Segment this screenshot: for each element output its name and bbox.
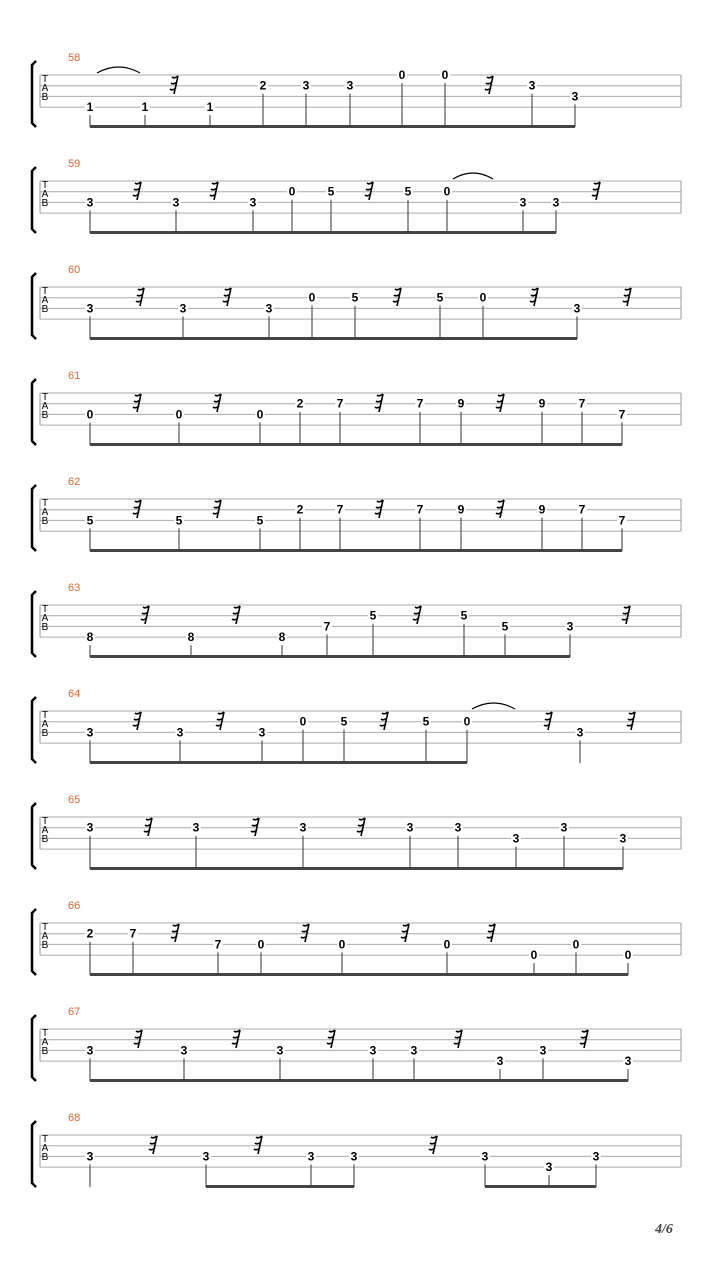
tie-arc <box>97 67 140 73</box>
fret-number: 3 <box>172 195 180 210</box>
measure-number: 63 <box>68 582 81 594</box>
rest-symbol <box>254 1136 262 1154</box>
fret-number: 8 <box>278 630 286 645</box>
tab-clef-letter: T <box>41 710 49 721</box>
tab-clef-letter: T <box>41 180 49 191</box>
fret-number: 7 <box>336 396 344 411</box>
fret-number: 3 <box>192 820 200 835</box>
fret-number: 3 <box>560 820 568 835</box>
rest-symbol <box>496 394 504 412</box>
fret-number: 3 <box>592 1149 600 1164</box>
fret-number: 0 <box>398 68 406 82</box>
system-bracket <box>32 1121 36 1187</box>
beam <box>340 443 420 446</box>
beam <box>447 231 523 234</box>
fret-number: 9 <box>457 502 465 517</box>
rest-symbol <box>232 606 240 624</box>
rest-symbol <box>210 182 218 200</box>
beam <box>206 1185 311 1188</box>
rest-symbol <box>213 394 221 412</box>
fret-number: 0 <box>175 407 183 422</box>
rest-symbol <box>251 818 259 836</box>
beam <box>282 655 327 658</box>
fret-number: 9 <box>538 502 546 517</box>
beam <box>523 231 556 234</box>
beam <box>340 549 420 552</box>
tab-clef-letter: T <box>41 1134 49 1145</box>
tab-clef-letter: B <box>41 516 49 527</box>
fret-number: 0 <box>463 714 471 729</box>
fret-number: 3 <box>86 1043 94 1058</box>
tab-system <box>32 794 681 870</box>
measure-number: 59 <box>68 158 81 170</box>
fret-number: 3 <box>249 195 257 210</box>
tab-system <box>32 158 681 234</box>
rest-symbol <box>301 924 309 942</box>
rest-symbol <box>133 182 141 200</box>
fret-number: 5 <box>460 608 468 623</box>
system-bracket <box>32 1015 36 1081</box>
fret-number: 0 <box>441 68 449 82</box>
fret-number: 2 <box>296 396 304 411</box>
rest-symbol <box>622 606 630 624</box>
fret-number: 3 <box>346 78 354 93</box>
beam <box>500 1079 543 1082</box>
tab-clef-letter: B <box>41 834 49 845</box>
tab-clef-letter: T <box>41 604 49 615</box>
beam <box>90 973 133 976</box>
beam <box>218 973 261 976</box>
tab-system <box>32 52 681 128</box>
beam <box>269 337 312 340</box>
beam <box>542 443 582 446</box>
beam <box>90 549 179 552</box>
beam <box>261 973 342 976</box>
rest-symbol <box>623 288 631 306</box>
tab-clef-letter: T <box>41 498 49 509</box>
fret-number: 0 <box>86 407 94 422</box>
beam <box>145 125 210 128</box>
rest-symbol <box>134 1030 142 1048</box>
fret-number: 5 <box>404 184 412 199</box>
measure-number: 60 <box>68 264 81 276</box>
measure-number: 66 <box>68 900 81 912</box>
beam <box>408 231 447 234</box>
beam <box>90 761 180 764</box>
system-bracket <box>32 909 36 975</box>
fret-number: 2 <box>259 78 267 93</box>
beam <box>420 549 461 552</box>
beam <box>312 337 355 340</box>
fret-number: 7 <box>578 502 586 517</box>
fret-number: 0 <box>530 948 538 963</box>
beam <box>90 231 176 234</box>
tab-clef-letter: T <box>41 1028 49 1039</box>
rest-symbol <box>429 1136 437 1154</box>
fret-number: 3 <box>258 725 266 740</box>
beam <box>196 867 303 870</box>
tab-system <box>32 900 681 976</box>
fret-number: 9 <box>457 396 465 411</box>
rest-symbol <box>171 924 179 942</box>
beam <box>410 867 458 870</box>
fret-number: 7 <box>618 513 626 528</box>
tab-clef-letter: B <box>41 1046 49 1057</box>
tab-system <box>32 264 681 340</box>
rest-symbol <box>365 182 373 200</box>
beam <box>191 655 282 658</box>
beam <box>355 337 440 340</box>
fret-number: 3 <box>481 1149 489 1164</box>
rest-symbol <box>592 182 600 200</box>
beam <box>327 655 373 658</box>
beam <box>176 231 253 234</box>
rest-symbol <box>232 1030 240 1048</box>
fret-number: 0 <box>256 407 264 422</box>
beam <box>549 1185 596 1188</box>
beam <box>133 973 218 976</box>
fret-number: 3 <box>410 1043 418 1058</box>
system-bracket <box>32 61 36 127</box>
rest-symbol <box>133 394 141 412</box>
rest-symbol <box>496 500 504 518</box>
rest-symbol <box>530 288 538 306</box>
fret-number: 3 <box>350 1149 358 1164</box>
beam <box>461 443 542 446</box>
tab-clef-letter: B <box>41 198 49 209</box>
rest-symbol <box>485 76 493 94</box>
rest-symbol <box>149 1136 157 1154</box>
fret-number: 3 <box>566 619 574 634</box>
beam <box>576 973 628 976</box>
system-bracket <box>32 167 36 233</box>
beam <box>447 973 534 976</box>
fret-number: 1 <box>86 100 94 115</box>
fret-number: 3 <box>86 1149 94 1164</box>
rest-symbol <box>170 76 178 94</box>
tab-clef-letter: B <box>41 304 49 315</box>
fret-number: 0 <box>308 290 316 305</box>
system-bracket <box>32 803 36 869</box>
beam <box>542 549 582 552</box>
beam <box>90 1079 184 1082</box>
tab-clef-letter: A <box>41 83 49 94</box>
tab-clef-letter: T <box>41 922 49 933</box>
fret-number: 3 <box>369 1043 377 1058</box>
fret-number: 7 <box>336 502 344 517</box>
beam <box>184 1079 280 1082</box>
rest-symbol <box>580 1030 588 1048</box>
fret-number: 5 <box>351 290 359 305</box>
system-bracket <box>32 273 36 339</box>
rest-symbol <box>627 712 635 730</box>
tab-clef-letter: A <box>41 295 49 306</box>
measure-number: 62 <box>68 476 81 488</box>
beam <box>582 443 622 446</box>
fret-number: 3 <box>86 820 94 835</box>
beam <box>311 1185 354 1188</box>
fret-number: 5 <box>422 714 430 729</box>
beam <box>280 1079 373 1082</box>
beam <box>516 867 564 870</box>
measure-number: 64 <box>68 688 81 700</box>
tab-clef-letter: A <box>41 507 49 518</box>
beam <box>90 337 183 340</box>
beam <box>180 761 262 764</box>
tab-system <box>32 1006 681 1082</box>
page-number: 4/6 <box>655 1222 673 1237</box>
beam <box>90 125 145 128</box>
fret-number: 5 <box>340 714 348 729</box>
rest-symbol <box>133 500 141 518</box>
fret-number: 3 <box>406 820 414 835</box>
fret-number: 3 <box>539 1043 547 1058</box>
fret-number: 2 <box>86 926 94 941</box>
tab-clef-letter: A <box>41 825 49 836</box>
fret-number: 3 <box>528 78 536 93</box>
fret-number: 0 <box>257 937 265 952</box>
fret-number: 7 <box>416 396 424 411</box>
fret-number: 3 <box>552 195 560 210</box>
fret-number: 0 <box>624 948 632 963</box>
tab-clef-letter: A <box>41 189 49 200</box>
fret-number: 0 <box>443 184 451 199</box>
tab-clef-letter: T <box>41 74 49 85</box>
rest-symbol <box>136 288 144 306</box>
rest-symbol <box>357 818 365 836</box>
tab-clef-letter: A <box>41 401 49 412</box>
rest-symbol <box>141 606 149 624</box>
fret-number: 3 <box>307 1149 315 1164</box>
fret-number: 3 <box>302 78 310 93</box>
beam <box>260 549 300 552</box>
fret-number: 3 <box>86 195 94 210</box>
beam <box>543 1079 628 1082</box>
beam <box>458 867 516 870</box>
tab-clef-letter: T <box>41 286 49 297</box>
system-bracket <box>32 591 36 657</box>
beam <box>564 867 623 870</box>
fret-number: 3 <box>454 820 462 835</box>
fret-number: 1 <box>206 100 214 115</box>
tab-clef-letter: B <box>41 92 49 103</box>
beam <box>505 655 570 658</box>
rest-symbol <box>380 712 388 730</box>
beam <box>582 549 622 552</box>
fret-number: 5 <box>501 619 509 634</box>
fret-number: 7 <box>618 407 626 422</box>
fret-number: 2 <box>296 502 304 517</box>
beam <box>464 655 505 658</box>
tab-clef-letter: B <box>41 940 49 951</box>
fret-number: 3 <box>180 1043 188 1058</box>
rest-symbol <box>375 500 383 518</box>
beam <box>300 549 340 552</box>
measure-number: 68 <box>68 1112 81 1124</box>
beam <box>420 443 461 446</box>
fret-number: 5 <box>256 513 264 528</box>
fret-number: 0 <box>479 290 487 305</box>
fret-number: 5 <box>369 608 377 623</box>
measure-number: 61 <box>68 370 81 382</box>
fret-number: 3 <box>265 301 273 316</box>
fret-number: 3 <box>202 1149 210 1164</box>
fret-number: 3 <box>571 89 579 104</box>
beam <box>445 125 532 128</box>
fret-number: 0 <box>288 184 296 199</box>
rest-symbol <box>133 712 141 730</box>
system-bracket <box>32 485 36 551</box>
tab-clef-letter: B <box>41 410 49 421</box>
tab-system <box>32 582 681 658</box>
tab-clef-letter: B <box>41 622 49 633</box>
rest-symbol <box>216 712 224 730</box>
tab-system <box>32 476 681 552</box>
fret-number: 0 <box>338 937 346 952</box>
fret-number: 8 <box>86 630 94 645</box>
fret-number: 3 <box>512 831 520 846</box>
tie-arc <box>472 703 515 709</box>
tab-clef-letter: B <box>41 728 49 739</box>
fret-number: 7 <box>129 926 137 941</box>
beam <box>253 231 292 234</box>
beam <box>483 337 577 340</box>
beam <box>303 867 410 870</box>
beam <box>179 549 260 552</box>
fret-number: 0 <box>299 714 307 729</box>
tab-clef-letter: A <box>41 931 49 942</box>
system-bracket <box>32 379 36 445</box>
fret-number: 3 <box>179 301 187 316</box>
fret-number: 5 <box>327 184 335 199</box>
beam <box>183 337 269 340</box>
tie-arc <box>453 173 493 179</box>
beam <box>90 867 196 870</box>
beam <box>402 125 445 128</box>
rest-symbol <box>401 924 409 942</box>
beam <box>303 761 344 764</box>
fret-number: 5 <box>86 513 94 528</box>
beam <box>292 231 331 234</box>
tab-clef-letter: A <box>41 719 49 730</box>
fret-number: 3 <box>519 195 527 210</box>
beam <box>373 1079 414 1082</box>
tab-system <box>32 1112 681 1188</box>
fret-number: 1 <box>141 100 149 115</box>
beam <box>532 125 575 128</box>
tab-clef-letter: T <box>41 392 49 403</box>
beam <box>262 761 303 764</box>
fret-number: 3 <box>86 725 94 740</box>
fret-number: 3 <box>496 1054 504 1069</box>
beam <box>342 973 447 976</box>
rest-symbol <box>454 1030 462 1048</box>
fret-number: 0 <box>572 937 580 952</box>
beam <box>485 1185 549 1188</box>
rest-symbol <box>375 394 383 412</box>
beam <box>300 443 340 446</box>
measure-number: 58 <box>68 52 81 64</box>
beam <box>260 443 300 446</box>
rest-symbol <box>223 288 231 306</box>
beam <box>263 125 306 128</box>
fret-number: 3 <box>545 1160 553 1175</box>
fret-number: 5 <box>175 513 183 528</box>
fret-number: 3 <box>299 820 307 835</box>
rest-symbol <box>393 288 401 306</box>
system-bracket <box>32 697 36 763</box>
beam <box>179 443 260 446</box>
fret-number: 9 <box>538 396 546 411</box>
measure-number: 67 <box>68 1006 81 1018</box>
fret-number: 7 <box>214 937 222 952</box>
fret-number: 7 <box>578 396 586 411</box>
fret-number: 0 <box>443 937 451 952</box>
beam <box>344 761 426 764</box>
beam <box>461 549 542 552</box>
beam <box>426 761 467 764</box>
beam <box>414 1079 500 1082</box>
fret-number: 7 <box>323 619 331 634</box>
beam <box>90 443 179 446</box>
fret-number: 3 <box>619 831 627 846</box>
measure-number: 65 <box>68 794 81 806</box>
beam <box>440 337 483 340</box>
rest-symbol <box>544 712 552 730</box>
fret-number: 3 <box>176 725 184 740</box>
rest-symbol <box>213 500 221 518</box>
beam <box>210 125 263 128</box>
fret-number: 3 <box>576 725 584 740</box>
tab-clef-letter: B <box>41 1152 49 1163</box>
beam <box>350 125 402 128</box>
tab-system <box>32 370 681 446</box>
rest-symbol <box>327 1030 335 1048</box>
tab-system <box>32 688 681 764</box>
tab-clef-letter: A <box>41 613 49 624</box>
tab-clef-letter: T <box>41 816 49 827</box>
fret-number: 8 <box>187 630 195 645</box>
beam <box>373 655 464 658</box>
beam <box>306 125 350 128</box>
fret-number: 3 <box>86 301 94 316</box>
tab-clef-letter: A <box>41 1143 49 1154</box>
rest-symbol <box>487 924 495 942</box>
rest-symbol <box>144 818 152 836</box>
fret-number: 3 <box>624 1054 632 1069</box>
fret-number: 3 <box>276 1043 284 1058</box>
fret-number: 7 <box>416 502 424 517</box>
rest-symbol <box>413 606 421 624</box>
beam <box>534 973 576 976</box>
beam <box>331 231 408 234</box>
tab-clef-letter: A <box>41 1037 49 1048</box>
beam <box>90 655 191 658</box>
fret-number: 5 <box>436 290 444 305</box>
fret-number: 3 <box>573 301 581 316</box>
